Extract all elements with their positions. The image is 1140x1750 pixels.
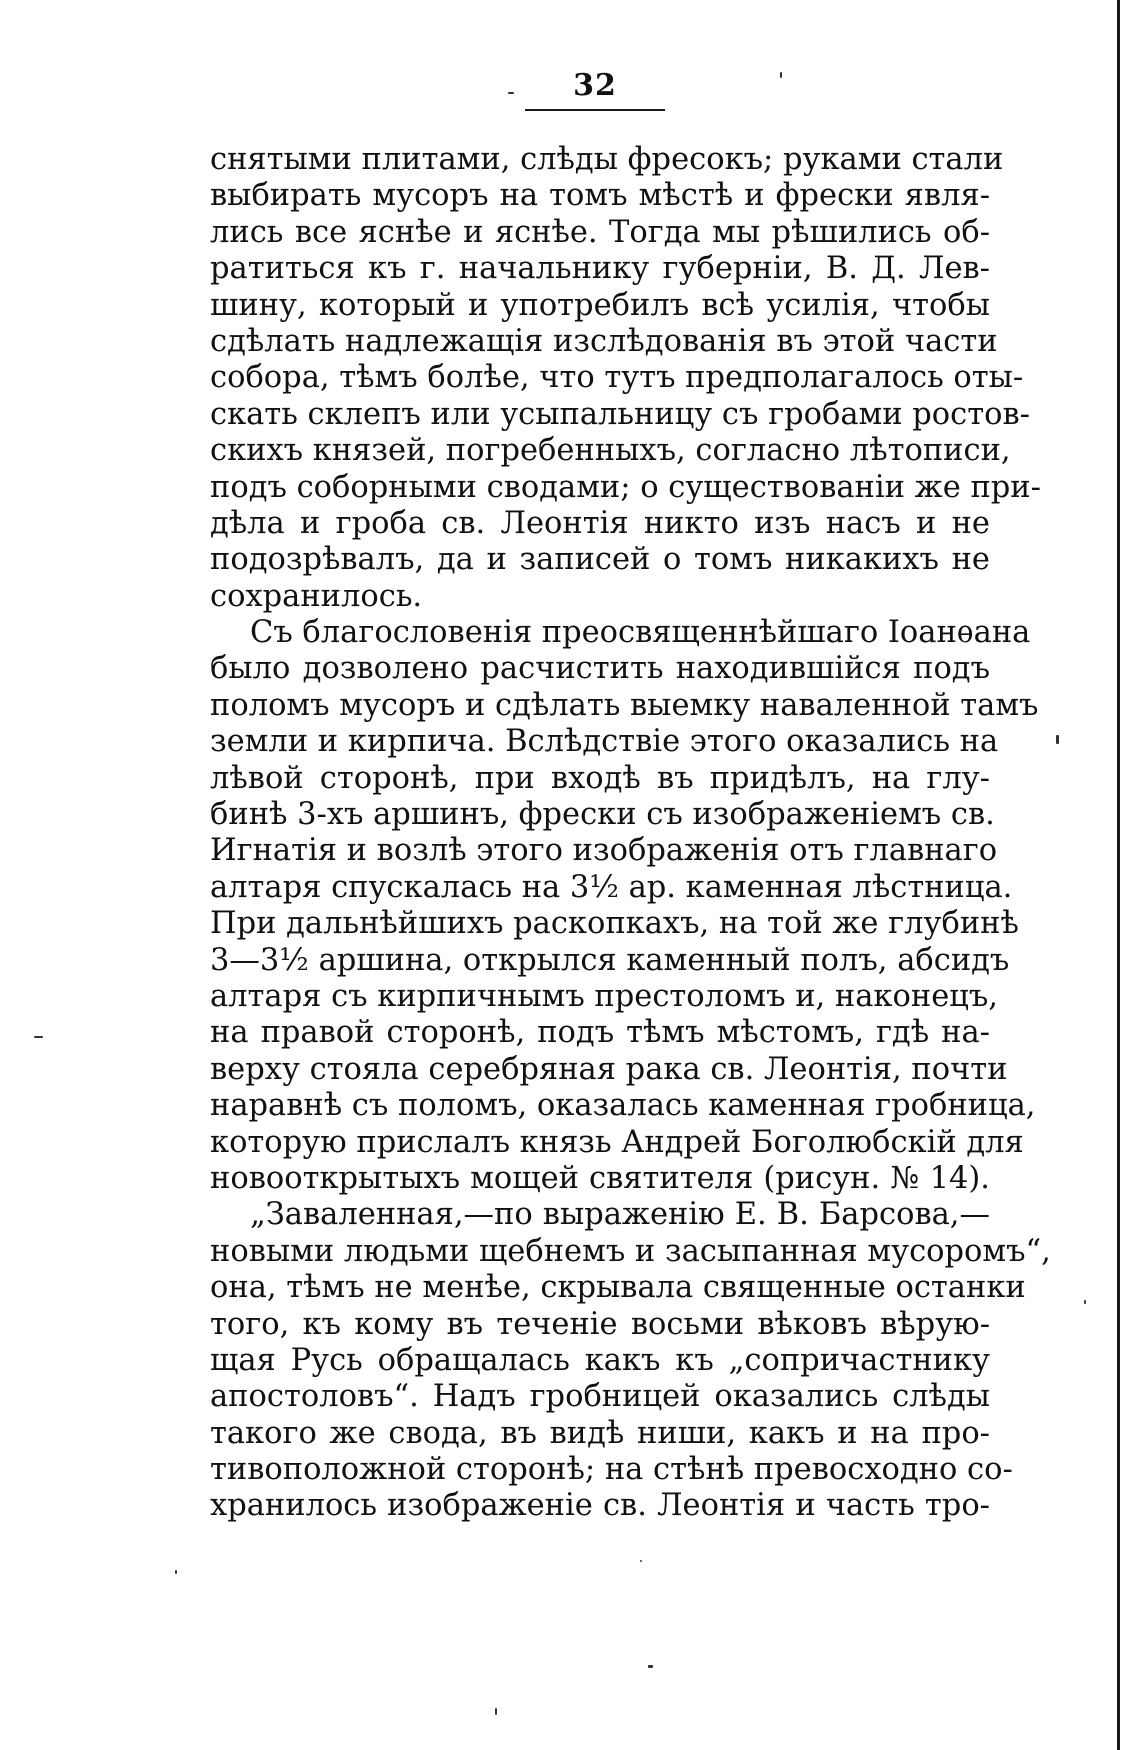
page-edge-rule	[1117, 0, 1120, 1750]
text-line: При дальнѣйшихъ раскопкахъ, на той же глубинѣ	[210, 906, 1019, 942]
text-line: „Заваленная,—по выраженію Е. В. Барсова,—	[250, 1197, 990, 1233]
scan-speck	[34, 1036, 43, 1038]
text-line: подозрѣвалъ, да и записей о томъ никакихъ не	[210, 542, 990, 578]
text-line: ратиться къ г. начальнику губерніи, В. Д. Лев-	[210, 251, 990, 287]
text-line: снятыми плитами, слѣды фресокъ; руками стали	[210, 142, 1004, 177]
text-line: алтаря спускалась на 3½ ар. каменная лѣстница.	[210, 869, 1013, 905]
text-line: сохранилось.	[210, 578, 423, 614]
text-line: хранилось изображеніе св. Леонтія и часть тро-	[210, 1488, 990, 1524]
page-number-underline	[525, 109, 665, 111]
text-line: лѣвой сторонѣ, при входѣ въ придѣлъ, на глу-	[210, 760, 990, 796]
text-line: лись все яснѣе и яснѣе. Тогда мы рѣшились об-	[210, 214, 990, 250]
text-line: было дозволено расчистить находившійся подъ	[210, 651, 990, 687]
scan-speck	[1084, 1300, 1086, 1304]
text-line: шину, который и употребилъ всѣ усилія, чтобы	[210, 287, 990, 323]
body-text	[210, 142, 1051, 1525]
page-number: 32	[573, 68, 617, 103]
paragraph-1	[210, 142, 1041, 615]
text-line: новыми людьми щебнемъ и засыпанная мусоромъ“,	[210, 1233, 1051, 1269]
text-line: наравнѣ съ поломъ, оказалась каменная гробница,	[210, 1088, 1036, 1124]
scan-speck	[508, 92, 514, 94]
text-line: на правой сторонѣ, подъ тѣмъ мѣстомъ, гдѣ на-	[210, 1015, 990, 1051]
text-line: сдѣлать надлежащія изслѣдованія въ этой части	[210, 323, 998, 359]
text-line: выбирать мусоръ на томъ мѣстѣ и фрески явля-	[210, 178, 990, 214]
paragraph-3	[210, 1197, 1051, 1525]
text-line: Съ благословенія преосвященнѣйшаго Іоанѳана	[250, 615, 1031, 651]
text-line: скать склепъ или усыпальницу съ гробами ростов-	[210, 396, 1030, 432]
text-line: бинѣ 3-хъ аршинъ, фрески съ изображеніемъ св.	[210, 797, 995, 833]
text-line: собора, тѣмъ болѣе, что тутъ предполагалось оты-	[210, 360, 1024, 396]
text-line: подъ соборными сводами; о существованіи же при-	[210, 469, 1041, 505]
text-line: тивоположной сторонѣ; на стѣнѣ превосходно со-	[210, 1452, 1013, 1488]
text-line: новооткрытыхъ мощей святителя (рисун. № 14).	[210, 1160, 990, 1196]
text-line: того, къ кому въ теченіе восьми вѣковъ вѣрую-	[210, 1306, 990, 1342]
text-line: верху стояла серебряная рака св. Леонтія, почти	[210, 1051, 1008, 1087]
text-line: дѣла и гроба св. Леонтія никто изъ насъ и не	[210, 505, 990, 541]
scan-speck	[175, 1570, 177, 1574]
text-line: она, тѣмъ не менѣе, скрывала священные останки	[210, 1270, 1026, 1306]
paragraph-2	[210, 615, 1039, 1197]
scan-speck	[780, 72, 782, 78]
scan-speck	[1056, 735, 1059, 744]
text-line: Игнатія и возлѣ этого изображенія отъ главнаго	[210, 833, 998, 869]
text-line: 3—3½ аршина, открылся каменный полъ, абсидъ	[210, 942, 1010, 978]
scan-speck	[648, 1665, 653, 1668]
text-line: земли и кирпича. Вслѣдствіе этого оказались на	[210, 724, 999, 760]
scan-speck	[640, 1560, 642, 1562]
text-line: щая Русь обращалась какъ къ „сопричастнику	[210, 1342, 990, 1378]
text-line: которую прислалъ князь Андрей Боголюбскій для	[210, 1124, 1024, 1160]
text-line: скихъ князей, погребенныхъ, согласно лѣтописи,	[210, 433, 1011, 469]
text-line: алтаря съ кирпичнымъ престоломъ и, наконецъ,	[210, 978, 998, 1014]
text-line: поломъ мусоръ и сдѣлать выемку наваленной тамъ	[210, 687, 1039, 723]
text-line: такого же свода, въ видѣ ниши, какъ и на про-	[210, 1415, 990, 1451]
text-line: апостоловъ“. Надъ гробницей оказались слѣды	[210, 1379, 990, 1415]
scan-speck	[495, 1708, 497, 1715]
